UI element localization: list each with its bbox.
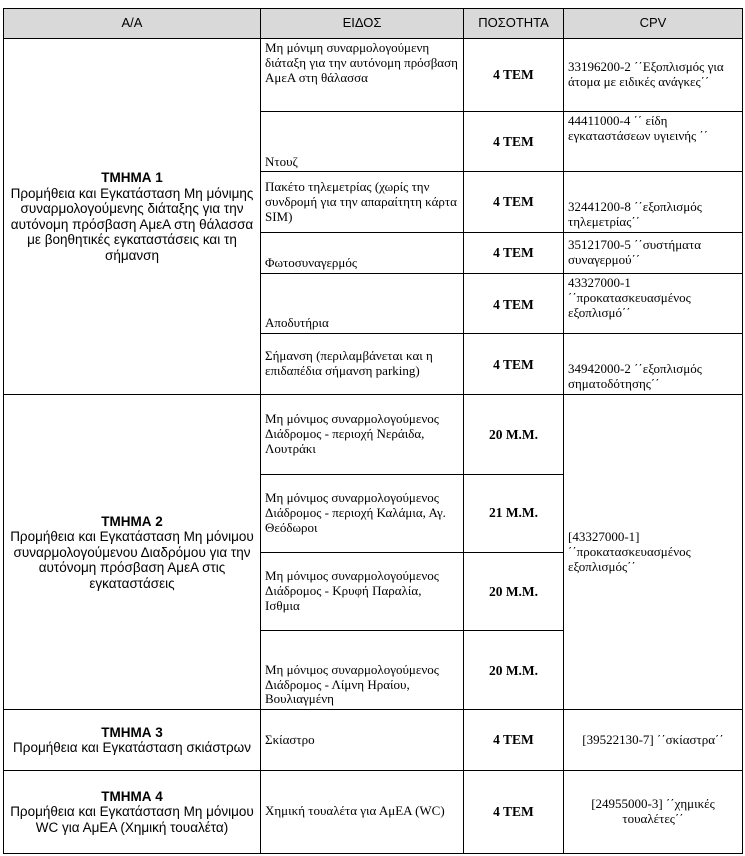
- lot-2-item-2-qty: 21 Μ.Μ.: [464, 474, 564, 552]
- lot-4-title: ΤΜΗΜΑ 4: [101, 788, 163, 804]
- lot-1-item-3-name: Πακέτο τηλεμετρίας (χωρίς την συνδρομή για την απαραίτητη κάρτα SIM): [261, 172, 464, 232]
- lot-1-item-5-qty: 4 ΤΕΜ: [464, 273, 564, 333]
- lot-1-item-5-cpv: 43327000-1 ΄΄προκατασκευασμένος εξοπλισμό΄΄: [564, 273, 743, 333]
- lot-1-item-2-qty: 4 ΤΕΜ: [464, 112, 564, 172]
- header-cpv: CPV: [564, 9, 743, 39]
- lot-1-item-2-name: Ντουζ: [261, 112, 464, 172]
- lot-1-item-4-cpv: 35121700-5 ΄΄συστήματα συναγερμού΄΄: [564, 232, 743, 273]
- lot-1-item-1-qty: 4 ΤΕΜ: [464, 39, 564, 112]
- lot-3-cell: [4, 710, 261, 770]
- header-aa: Α/Α: [4, 9, 261, 39]
- lot-2-cell: [4, 395, 261, 710]
- lot-1-item-1-name: Μη μόνιμη συναρμολογούμενη διάταξη για την αυτόνομη πρόσβαση ΑμεΑ στη θάλασσα: [261, 39, 464, 112]
- lot-4-item-1-name: Χημική τουαλέτα για ΑμΕΑ (WC): [261, 770, 464, 853]
- lot-3-item-1-name: Σκίαστρο: [261, 710, 464, 770]
- lot-2-description: Προμήθεια και Εγκατάσταση Μη μόνιμου συναρμολογούμενου Διαδρόμου για την αυτόνομη πρόσβαση ΑμεΑ στις εγκαταστάσεις: [10, 529, 254, 591]
- lot-2-title: ΤΜΗΜΑ 2: [101, 513, 163, 529]
- lot-1-item-6-name: Σήμανση (περιλαμβάνεται και η επιδαπέδια σήμανση parking): [261, 334, 464, 395]
- header-item: ΕΙΔΟΣ: [261, 9, 464, 39]
- lot-3-item-1-cpv: [39522130-7] ΄΄σκίαστρα΄΄: [564, 710, 743, 770]
- lot-4-description: Προμήθεια και Εγκατάσταση Μη μόνιμου WC για ΑμΕΑ (Χημική τουαλέτα): [10, 804, 254, 835]
- lot-4-item-1-cpv: [24955000-3] ΄΄χημικές τουαλέτες΄΄: [564, 770, 743, 853]
- table-header-row: [4, 9, 743, 39]
- lot-1-item-1-cpv: 33196200-2 ΄΄Εξοπλισμός για άτομα με ειδικές ανάγκες΄΄: [564, 39, 743, 112]
- lot-1-item-3-qty: 4 ΤΕΜ: [464, 172, 564, 232]
- lot-2-item-4-name: Μη μόνιμος συναρμολογούμενος Διάδρομος - Λίμνη Ηραίου, Βουλιαγμένη: [261, 631, 464, 710]
- lot-3-item-1-qty: 4 ΤΕΜ: [464, 710, 564, 770]
- table-row: [4, 39, 743, 112]
- lot-1-cell: [4, 39, 261, 395]
- tender-items-table: [3, 8, 743, 854]
- lot-3-description: Προμήθεια και Εγκατάσταση σκιάστρων: [13, 740, 251, 756]
- lot-2-cpv: [43327000-1] ΄΄προκατασκευασμένος εξοπλισμός΄΄: [564, 395, 743, 710]
- lot-4-cell: [4, 770, 261, 853]
- header-quantity: ΠΟΣΟΤΗΤΑ: [464, 9, 564, 39]
- lot-4-item-1-qty: 4 ΤΕΜ: [464, 770, 564, 853]
- lot-1-item-4-qty: 4 ΤΕΜ: [464, 232, 564, 273]
- lot-2-item-2-name: Μη μόνιμος συναρμολογούμενος Διάδρομος - περιοχή Καλάμια, Αγ. Θεόδωροι: [261, 474, 464, 552]
- table-row: [4, 710, 743, 770]
- lot-1-item-4-name: Φωτοσυναγερμός: [261, 232, 464, 273]
- lot-1-description: Προμήθεια και Εγκατάσταση Μη μόνιμης συναρμολογούμενης διάταξης για την αυτόνομη πρόσβαση ΑμεΑ στη θάλασσα με βοηθητικές εγκαταστάσεις και τη σήμανση: [10, 185, 254, 263]
- lot-1-item-5-name: Αποδυτήρια: [261, 273, 464, 333]
- table-row: [4, 770, 743, 853]
- lot-2-item-4-qty: 20 Μ.Μ.: [464, 631, 564, 710]
- lot-1-item-6-qty: 4 ΤΕΜ: [464, 334, 564, 395]
- lot-1-title: ΤΜΗΜΑ 1: [101, 170, 163, 186]
- lot-1-item-3-cpv: 32441200-8 ΄΄εξοπλισμός τηλεμετρίας΄΄: [564, 172, 743, 232]
- table-row: [4, 395, 743, 474]
- lot-2-item-3-name: Μη μόνιμος συναρμολογούμενος Διάδρομος - Κρυφή Παραλία, Ισθμια: [261, 552, 464, 630]
- lot-2-item-3-qty: 20 Μ.Μ.: [464, 552, 564, 630]
- lot-1-item-2-cpv: 44411000-4 ΄΄ είδη εγκαταστάσεων υγιεινής ΄΄: [564, 112, 743, 172]
- lot-3-title: ΤΜΗΜΑ 3: [101, 724, 163, 740]
- lot-2-item-1-name: Μη μόνιμος συναρμολογούμενος Διάδρομος - περιοχή Νεράιδα, Λουτράκι: [261, 395, 464, 474]
- lot-1-item-6-cpv: 34942000-2 ΄΄εξοπλισμός σηματοδότησης΄΄: [564, 334, 743, 395]
- lot-2-item-1-qty: 20 Μ.Μ.: [464, 395, 564, 474]
